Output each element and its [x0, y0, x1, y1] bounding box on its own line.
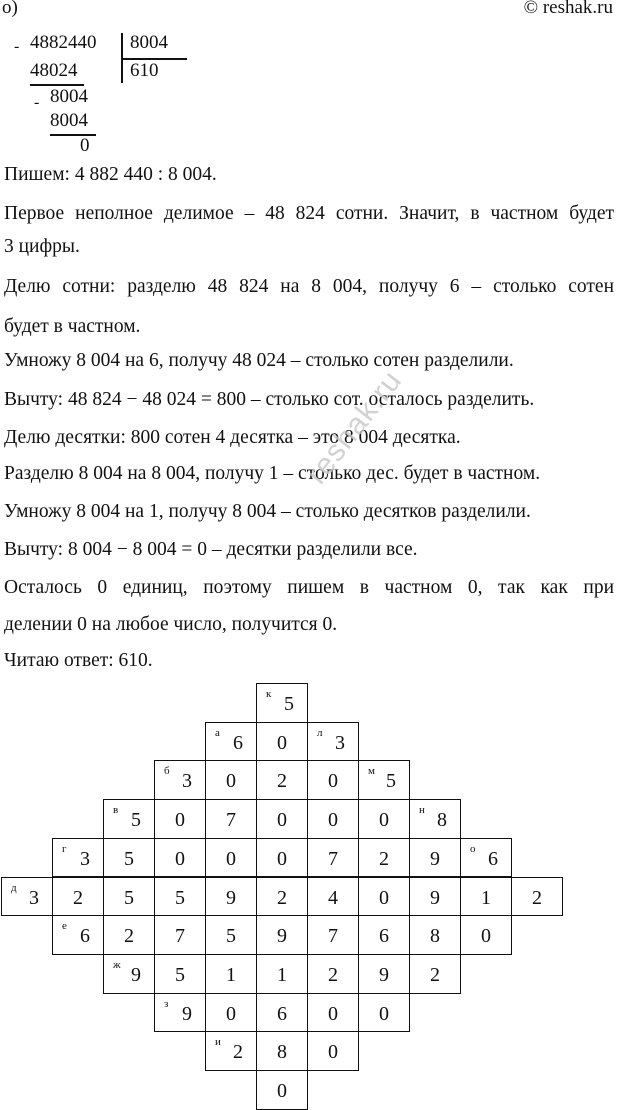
crossword-cell	[154, 838, 206, 878]
crossword-cell	[409, 838, 461, 878]
cell-digit: 0	[175, 847, 185, 870]
text-line: Умножу 8 004 на 1, получу 8 004 – столько десятков разделили.	[4, 501, 531, 522]
cell-digit: 5	[284, 693, 294, 715]
cell-digit: 0	[226, 847, 236, 870]
clue-letter: в	[113, 804, 119, 817]
cell-digit: 2	[233, 1041, 243, 1064]
crossword-cell	[103, 838, 155, 878]
cell-digit: 9	[182, 1002, 192, 1025]
cell-digit: 3	[182, 770, 192, 793]
cell-digit: 5	[226, 925, 236, 948]
cell-digit: 1	[277, 963, 287, 986]
text-line: Разделю 8 004 на 8 004, получу 1 – столько дес. будет в частном.	[4, 463, 541, 484]
cell-digit: 7	[328, 847, 338, 870]
crossword-cell	[256, 838, 308, 878]
cell-digit: 3	[80, 847, 90, 870]
cell-digit: 0	[328, 1041, 338, 1064]
crossword-cell	[358, 954, 410, 994]
text-line: будет в частном.	[4, 316, 141, 337]
crossword-cell	[307, 722, 359, 762]
crossword-cell	[154, 877, 206, 917]
clue-letter: м	[368, 765, 375, 778]
clue-letter: н	[419, 804, 425, 817]
crossword-cell	[205, 722, 257, 762]
crossword-cell	[409, 954, 461, 994]
crossword-cell	[511, 877, 563, 917]
cell-digit: 6	[277, 1002, 287, 1025]
remainder-final: 0	[80, 135, 90, 156]
crossword-cell	[460, 915, 512, 955]
text-line: 3 цифры.	[4, 236, 80, 257]
clue-letter: е	[62, 920, 67, 933]
crossword-cell	[358, 760, 410, 800]
crossword-cell	[307, 799, 359, 839]
cell-digit: 2	[73, 886, 83, 909]
cell-digit: 8	[437, 809, 447, 832]
crossword-cell	[358, 799, 410, 839]
cell-digit: 9	[430, 886, 440, 909]
crossword-cell	[205, 799, 257, 839]
cell-digit: 0	[379, 1002, 389, 1025]
clue-letter: о	[470, 842, 476, 855]
cell-digit: 6	[233, 731, 243, 754]
dividend: 4882440	[30, 32, 97, 53]
clue-letter: б	[164, 765, 170, 778]
cell-digit: 0	[379, 886, 389, 909]
clue-letter: л	[317, 726, 323, 739]
subtrahend-1: 48024	[30, 60, 78, 81]
cell-digit: 0	[226, 1002, 236, 1025]
cell-digit: 6	[488, 847, 498, 870]
cell-digit: 0	[277, 809, 287, 832]
crossword-cell	[307, 877, 359, 917]
clue-letter: д	[11, 881, 17, 894]
cell-digit: 2	[379, 847, 389, 870]
cell-digit: 0	[277, 731, 287, 754]
crossword-cell	[307, 1031, 359, 1071]
crossword-cell	[205, 993, 257, 1033]
clue-letter: к	[266, 688, 272, 700]
crossword-cell	[256, 1031, 308, 1071]
crossword-cell	[358, 915, 410, 955]
text-line: Осталось 0 единиц, поэтому пишем в частном 0, так как при	[4, 577, 614, 598]
text-line: Вычту: 48 824 − 48 024 = 800 – столько сот. осталось разделить.	[4, 389, 535, 410]
cell-digit: 0	[175, 809, 185, 832]
crossword-cell	[205, 1031, 257, 1071]
crossword-cell	[307, 915, 359, 955]
cell-digit: 2	[124, 925, 134, 948]
crossword-cell	[409, 915, 461, 955]
cell-digit: 0	[481, 925, 491, 948]
cell-digit: 0	[328, 1002, 338, 1025]
text-line: Вычту: 8 004 − 8 004 = 0 – десятки разделили все.	[4, 539, 418, 560]
text-line: Первое неполное делимое – 48 824 сотни. Значит, в частном будет	[4, 203, 614, 224]
cell-digit: 0	[379, 809, 389, 832]
cell-digit: 7	[226, 809, 236, 832]
task-label: о)	[2, 0, 18, 18]
crossword-cell	[256, 1070, 308, 1110]
crossword-cell	[256, 993, 308, 1033]
cell-digit: 0	[277, 1080, 287, 1102]
crossword-cell	[256, 915, 308, 955]
text-line: делении 0 на любое число, получится 0.	[4, 614, 338, 635]
cell-digit: 2	[277, 770, 287, 793]
subtrahend-2: 8004	[50, 110, 88, 131]
clue-letter: г	[62, 842, 67, 855]
crossword-cell	[103, 954, 155, 994]
crossword-cell	[460, 877, 512, 917]
cell-digit: 2	[277, 886, 287, 909]
text-line: Читаю ответ: 610.	[4, 650, 153, 671]
cell-digit: 0	[328, 809, 338, 832]
crossword-cell	[256, 722, 308, 762]
cell-digit: 8	[277, 1041, 287, 1064]
cell-digit: 5	[386, 770, 396, 793]
site-credit: © reshak.ru	[523, 0, 613, 18]
crossword-cell	[307, 760, 359, 800]
crossword-cell	[103, 799, 155, 839]
crossword-cell	[256, 799, 308, 839]
watermark: reshak.ru	[300, 364, 409, 491]
crossword-cell	[52, 838, 104, 878]
clue-letter: ж	[113, 958, 121, 971]
crossword-cell	[154, 760, 206, 800]
crossword-cell	[409, 877, 461, 917]
crossword-cell	[154, 954, 206, 994]
crossword-cell	[103, 877, 155, 917]
cell-digit: 2	[430, 963, 440, 986]
crossword-cell	[154, 915, 206, 955]
cell-digit: 2	[532, 886, 542, 909]
crossword-cell	[154, 993, 206, 1033]
cell-digit: 9	[430, 847, 440, 870]
crossword-cell	[460, 838, 512, 878]
clue-letter: и	[215, 1036, 221, 1049]
cell-digit: 6	[379, 925, 389, 948]
crossword-cell	[358, 877, 410, 917]
crossword-cell	[307, 954, 359, 994]
cell-digit: 5	[175, 963, 185, 986]
cell-digit: 1	[481, 886, 491, 909]
quotient: 610	[130, 60, 159, 81]
cell-digit: 9	[131, 963, 141, 986]
cell-digit: 7	[328, 925, 338, 948]
crossword-cell	[1, 877, 53, 917]
cell-digit: 7	[175, 925, 185, 948]
crossword-cell	[256, 683, 308, 723]
crossword-cell	[205, 838, 257, 878]
minus-sign-2: -	[34, 94, 40, 111]
crossword-cell	[205, 877, 257, 917]
text-line: Делю сотни: разделю 48 824 на 8 004, получу 6 – столько сотен	[4, 276, 614, 297]
cell-digit: 0	[226, 770, 236, 793]
cell-digit: 3	[335, 731, 345, 754]
text-line: Умножу 8 004 на 6, получу 48 024 – столько сотен разделили.	[4, 350, 514, 371]
cell-digit: 9	[379, 963, 389, 986]
crossword-cell	[103, 915, 155, 955]
crossword-cell	[205, 954, 257, 994]
clue-letter: з	[164, 997, 169, 1010]
text-line: Делю десятки: 800 сотен 4 десятка – это 8 004 десятка.	[4, 427, 461, 448]
crossword-cell	[52, 877, 104, 917]
clue-letter: а	[215, 726, 220, 739]
cell-digit: 3	[29, 886, 39, 909]
crossword-cell	[307, 993, 359, 1033]
crossword-cell	[154, 799, 206, 839]
crossword-cell	[256, 760, 308, 800]
crossword-cell	[52, 915, 104, 955]
minus-sign: -	[14, 38, 20, 55]
remainder-1: 8004	[50, 86, 88, 107]
crossword-cell	[256, 954, 308, 994]
divisor: 8004	[130, 32, 168, 53]
crossword-cell	[205, 915, 257, 955]
crossword-cell	[358, 838, 410, 878]
cell-digit: 1	[226, 963, 236, 986]
cell-digit: 2	[328, 963, 338, 986]
cell-digit: 5	[124, 847, 134, 870]
crossword-cell	[205, 760, 257, 800]
cell-digit: 4	[328, 886, 338, 909]
crossword-cell	[256, 877, 308, 917]
crossword-cell	[409, 799, 461, 839]
text-line: Пишем: 4 882 440 : 8 004.	[4, 164, 217, 185]
cell-digit: 5	[124, 886, 134, 909]
crossword-cell	[307, 838, 359, 878]
cell-digit: 8	[430, 925, 440, 948]
cell-digit: 0	[328, 770, 338, 793]
cell-digit: 5	[175, 886, 185, 909]
cell-digit: 0	[277, 847, 287, 870]
cell-digit: 9	[226, 886, 236, 909]
cell-digit: 5	[131, 809, 141, 832]
cell-digit: 9	[277, 925, 287, 948]
cell-digit: 6	[80, 925, 90, 948]
crossword-cell	[358, 993, 410, 1033]
